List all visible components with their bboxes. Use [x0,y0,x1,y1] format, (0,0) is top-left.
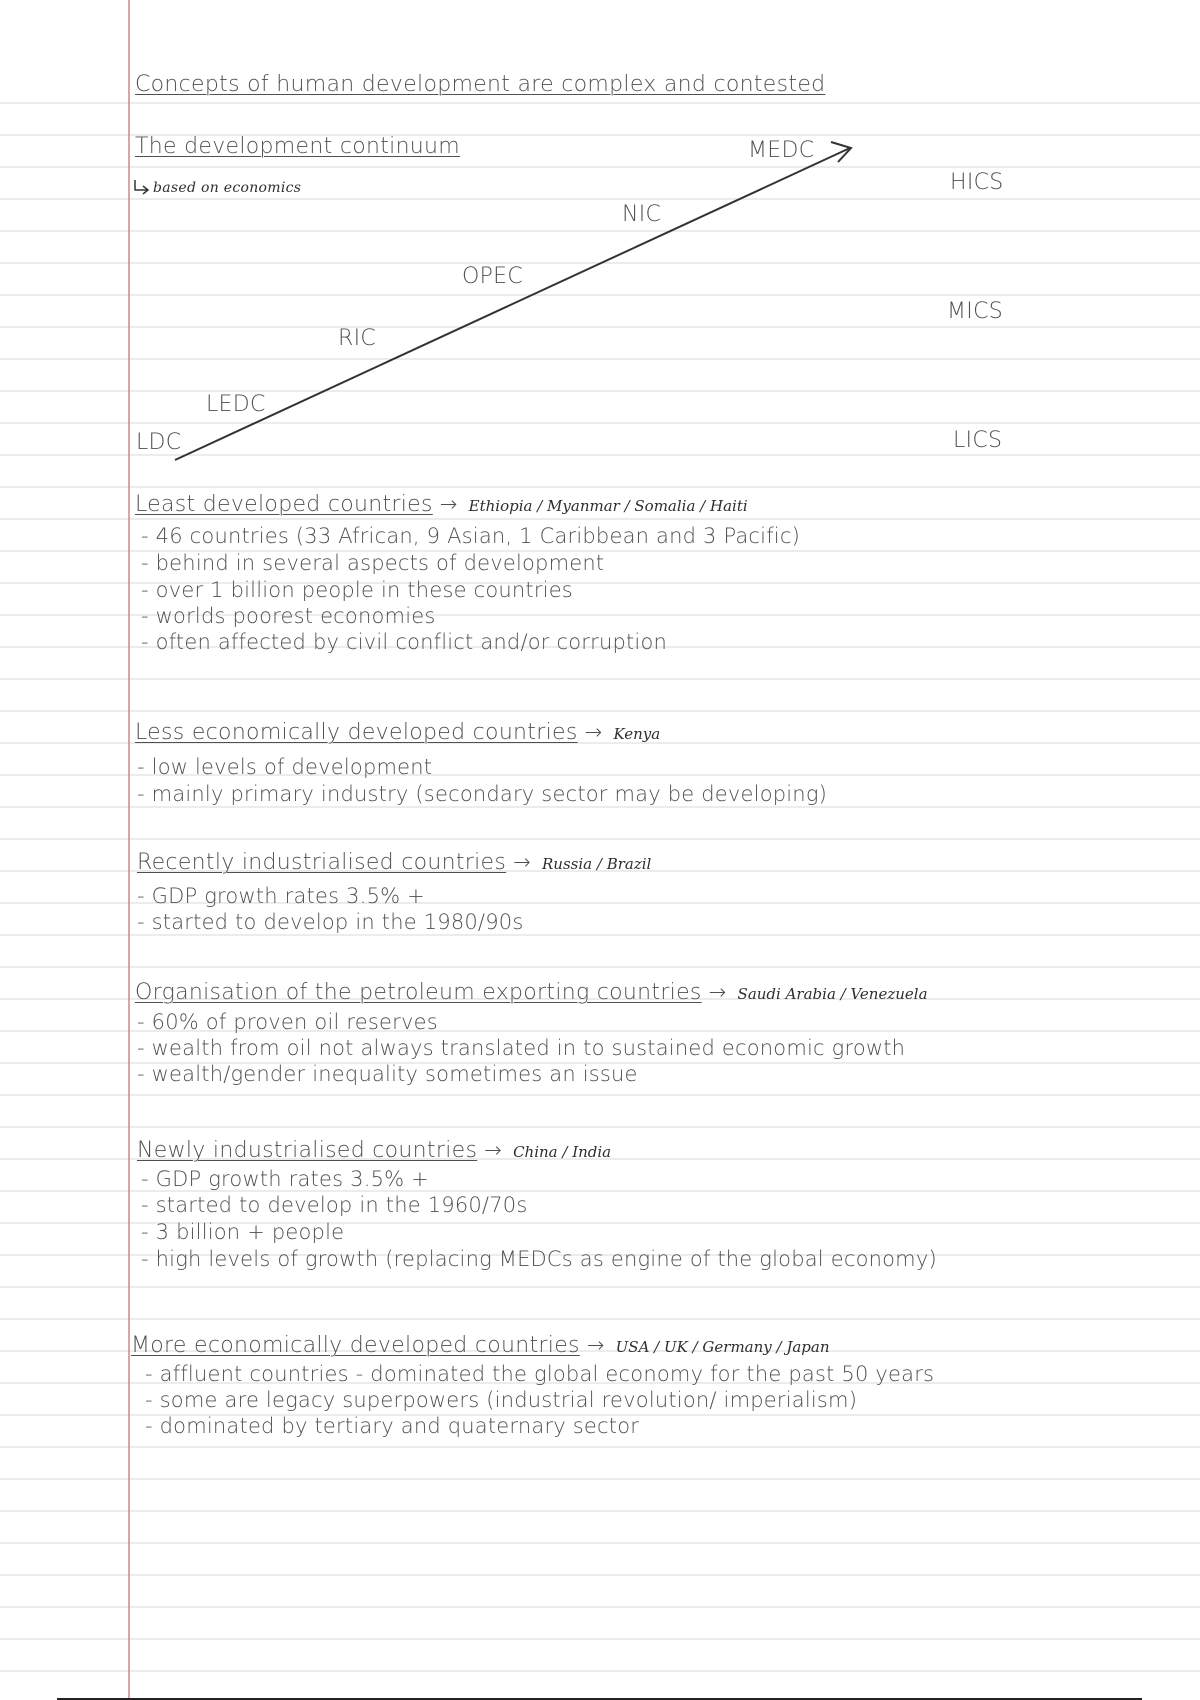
section-ric: Recently industrialised countries → Russia / Brazil [137,850,652,875]
continuum-label-ldc: LDC [136,430,182,455]
list-item: - affluent countries - dominated the global economy for the past 50 years [145,1362,935,1386]
list-item: - over 1 billion people in these countries [141,578,573,602]
list-item: - started to develop in the 1980/90s [137,910,524,934]
section-examples: Ethiopia / Myanmar / Somalia / Haiti [468,497,748,515]
section-ldc: Least developed countries → Ethiopia / Myanmar / Somalia / Haiti [135,492,748,517]
section-heading: Newly industrialised countries [137,1138,478,1163]
list-item: - worlds poorest economies [141,604,436,628]
section-heading: Least developed countries [135,492,433,517]
continuum-note: based on economics [153,180,302,196]
list-item: - mainly primary industry (secondary sector may be developing) [137,782,828,806]
section-ledc: Less economically developed countries → Kenya [135,720,661,745]
section-heading: Less economically developed countries [135,720,578,745]
list-item: - GDP growth rates 3.5% + [141,1167,429,1191]
section-heading: More economically developed countries [131,1333,580,1358]
section-medc: More economically developed countries → USA / UK / Germany / Japan [131,1333,830,1358]
section-examples: Russia / Brazil [542,855,652,873]
continuum-label-nic: NIC [622,202,662,227]
section-examples: China / India [513,1143,612,1161]
list-item: - dominated by tertiary and quaternary sector [145,1414,640,1438]
list-item: - wealth from oil not always translated in to sustained economic growth [137,1036,906,1060]
section-heading: Recently industrialised countries [137,850,507,875]
income-label-mics: MICS [947,299,1003,324]
list-item: - 46 countries (33 African, 9 Asian, 1 Caribbean and 3 Pacific) [141,524,800,548]
list-item: - low levels of development [137,755,433,779]
income-label-lics: LICS [953,428,1003,453]
list-item: - wealth/gender inequality sometimes an issue [137,1062,638,1086]
list-item: - 3 billion + people [141,1220,345,1244]
continuum-label-opec: OPEC [462,264,524,289]
list-item: - high levels of growth (replacing MEDCs as engine of the global economy) [141,1247,937,1271]
page-title: Concepts of human development are complex and contested [135,72,826,97]
section-nic: Newly industrialised countries → China / India [137,1138,612,1163]
section-examples: Kenya [613,725,661,743]
section-examples: USA / UK / Germany / Japan [615,1338,830,1356]
continuum-label-medc: MEDC [748,138,815,163]
section-examples: Saudi Arabia / Venezuela [737,985,928,1003]
continuum-label-ledc: LEDC [206,392,266,417]
section-opec: Organisation of the petroleum exporting countries → Saudi Arabia / Venezuela [135,980,928,1005]
list-item: - often affected by civil conflict and/or corruption [141,630,668,654]
list-item: - GDP growth rates 3.5% + [137,884,425,908]
continuum-heading: The development continuum [135,134,461,159]
income-label-hics: HICS [950,170,1004,195]
list-item: - 60% of proven oil reserves [137,1010,438,1034]
list-item: - behind in several aspects of development [141,551,605,575]
section-heading: Organisation of the petroleum exporting countries [135,980,702,1005]
continuum-label-ric: RIC [338,326,377,351]
list-item: - some are legacy superpowers (industrial revolution/ imperialism) [145,1388,858,1412]
list-item: - started to develop in the 1960/70s [141,1193,528,1217]
